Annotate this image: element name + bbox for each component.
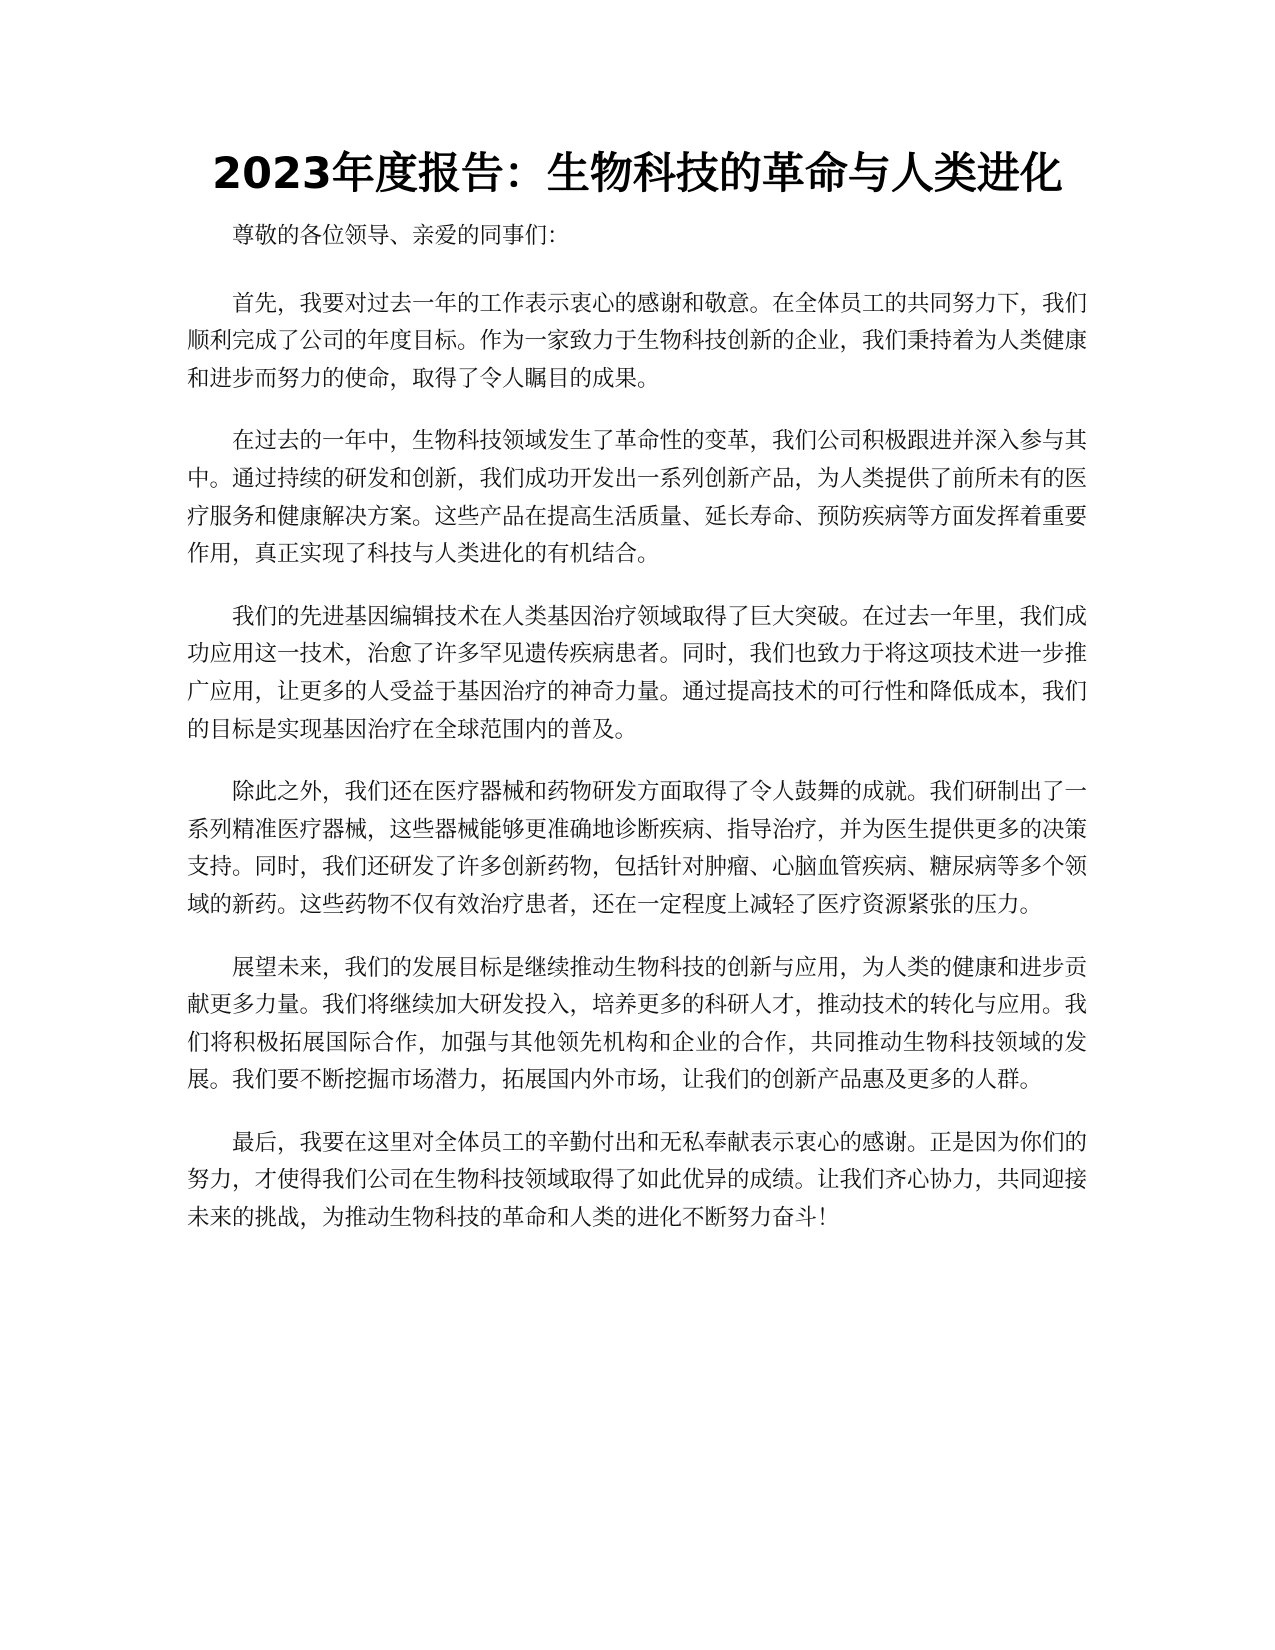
paragraph-gene-editing: 我们的先进基因编辑技术在人类基因治疗领域取得了巨大突破。在过去一年里，我们成功应用这一技术，治愈了许多罕见遗传疾病患者。同时，我们也致力于将这项技术进一步推广应用，让更多的人受益于基因治疗的神奇力量。通过提高技术的可行性和降低成本，我们的目标是实现基因治疗在全球范围内的普及。: [187, 603, 1088, 743]
paragraph-thanks: 首先，我要对过去一年的工作表示衷心的感谢和敬意。在全体员工的共同努力下，我们顺利完成了公司的年度目标。作为一家致力于生物科技创新的企业，我们秉持着为人类健康和进步而努力的使命，取得了令人瞩目的成果。: [187, 290, 1088, 392]
paragraph-devices-drugs: 除此之外，我们还在医疗器械和药物研发方面取得了令人鼓舞的成就。我们研制出了一系列精准医疗器械，这些器械能够更准确地诊断疾病、指导治疗，并为医生提供更多的决策支持。同时，我们还研发了许多创新药物，包括针对肿瘤、心脑血管疾病、糖尿病等多个领域的新药。这些药物不仅有效治疗患者，还在一定程度上减轻了医疗资源紧张的压力。: [187, 779, 1088, 918]
paragraph-revolution: 在过去的一年中，生物科技领域发生了革命性的变革，我们公司积极跟进并深入参与其中。通过持续的研发和创新，我们成功开发出一系列创新产品，为人类提供了前所未有的医疗服务和健康解决方案。这些产品在提高生活质量、延长寿命、预防疾病等方面发挥着重要作用，真正实现了科技与人类进化的有机结合。: [187, 428, 1088, 568]
paragraph-outlook: 展望未来，我们的发展目标是继续推动生物科技的创新与应用，为人类的健康和进步贡献更多力量。我们将继续加大研发投入，培养更多的科研人才，推动技术的转化与应用。我们将积极拓展国际合作，加强与其他领先机构和企业的合作，共同推动生物科技领域的发展。我们要不断挖掘市场潜力，拓展国内外市场，让我们的创新产品惠及更多的人群。: [187, 954, 1088, 1094]
document-title: 2023年度报告：生物科技的革命与人类进化: [212, 149, 1063, 199]
greeting-paragraph: 尊敬的各位领导、亲爱的同事们：: [232, 223, 570, 249]
paragraph-closing: 最后，我要在这里对全体员工的辛勤付出和无私奉献表示衷心的感谢。正是因为你们的努力，才使得我们公司在生物科技领域取得了如此优异的成绩。让我们齐心协力，共同迎接未来的挑战，为推动生物科技的革命和人类的进化不断努力奋斗！: [187, 1129, 1088, 1232]
document-body: [187, 218, 1087, 1263]
